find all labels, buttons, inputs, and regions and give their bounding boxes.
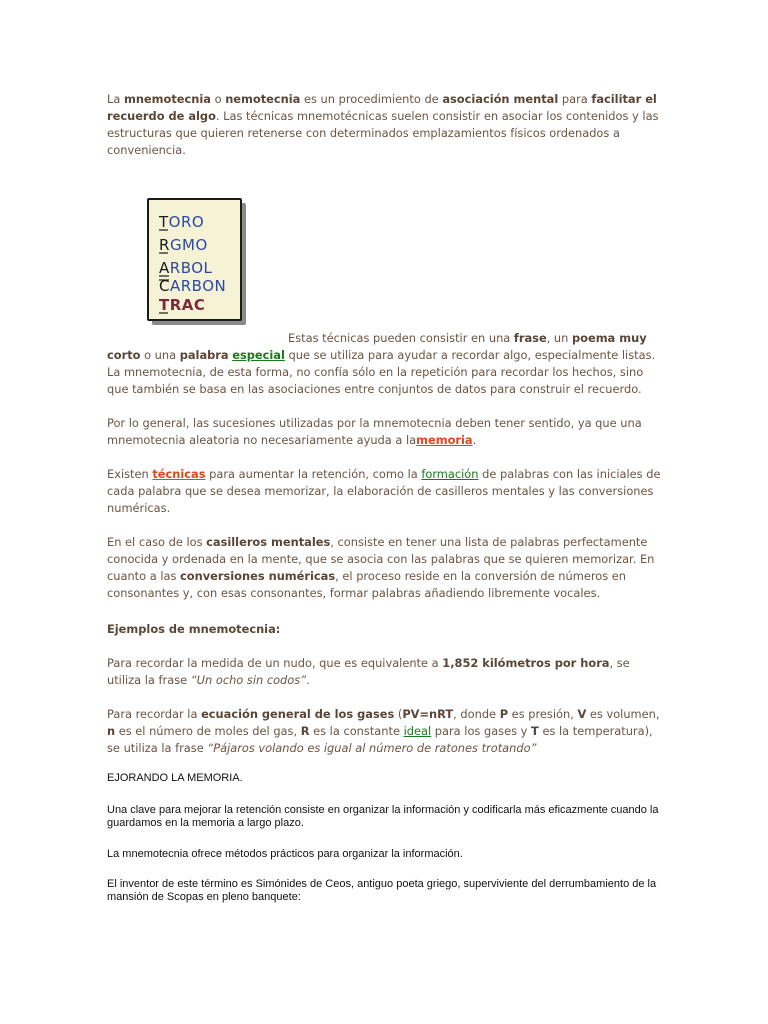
text: , el proceso reside en la conversión de números en consonantes y, con esas consonantes, formar palabras añadiendo libremente vocales.: [107, 569, 627, 600]
card-word-3: ARBOL: [159, 259, 213, 277]
text: es presión,: [508, 707, 578, 721]
plain-paragraph-3: El inventor de este término es Simónides de Ceos, antiguo poeta griego, superviviente del derrumbamiento de la mansión de Scopas en pleno banquete:: [107, 878, 657, 903]
text: de palabras con las iniciales de cada palabra que se desea memorizar, la elaboración de casilleros mentales y las conversiones numéricas.: [107, 467, 661, 515]
text: para los gases y: [431, 724, 532, 738]
term-nemotecnia: nemotecnia: [225, 92, 301, 106]
text: o una: [140, 348, 180, 362]
text: , un: [546, 331, 572, 345]
term-r: R: [300, 724, 310, 738]
link-especial[interactable]: especial: [232, 348, 285, 362]
term-facilitar: facilitar el recuerdo de algo: [107, 92, 657, 123]
term-conversiones: conversiones numéricas: [180, 569, 336, 583]
link-tecnicas[interactable]: técnicas: [152, 467, 206, 481]
example-gases: [107, 706, 663, 757]
text: es la constante: [309, 724, 404, 738]
plain-paragraph-2: La mnemotecnia ofrece métodos prácticos para organizar la información.: [107, 848, 463, 860]
text: para: [558, 92, 592, 106]
text: Por lo general, las sucesiones utilizadas por la mnemotecnia deben tener sentido, ya que una mnemotecnia aleatoria no necesariamente ayuda a la: [107, 416, 642, 447]
text: Para recordar la medida de un nudo, que es equivalente a: [107, 656, 443, 670]
text: . Las técnicas mnemotécnicas suelen consistir en asociar los contenidos y las estructuras que quieren retenerse con determinados emplazamientos físicos ordenados a conveniencia.: [107, 109, 659, 157]
term-kilometros: 1,852 kilómetros por hora: [442, 656, 610, 670]
text: , se utiliza la frase: [107, 656, 630, 687]
term-t: T: [531, 724, 539, 738]
term-v: V: [577, 707, 587, 721]
plain-paragraph-1: Una clave para mejorar la retención consiste en organizar la información y codificarla más eficazmente cuando la guardamos en la memoria a largo plazo.: [107, 804, 659, 829]
casilleros-paragraph: [107, 534, 663, 602]
intro-paragraph: [107, 91, 663, 159]
term-n: n: [107, 724, 116, 738]
quote-phrase: “Un ocho sin codos”: [190, 673, 307, 687]
card-words-graphic: [149, 200, 240, 319]
card-word-4: CARBON: [159, 277, 227, 295]
term-casilleros: casilleros mentales: [206, 535, 331, 549]
link-formacion[interactable]: formación: [421, 467, 479, 481]
term-pvnrt: PV=nRT: [402, 707, 454, 721]
text: En el caso de los: [107, 535, 207, 549]
sequences-paragraph: [107, 415, 663, 449]
text: (: [394, 707, 403, 721]
term-asociacion-mental: asociación mental: [442, 92, 559, 106]
example-nudo: [107, 655, 663, 689]
text: para aumentar la retención, como la: [205, 467, 422, 481]
techniques-paragraph: [107, 330, 663, 398]
text: La: [107, 92, 124, 106]
term-poema: poema muy corto: [107, 331, 647, 362]
term-palabra: palabra: [179, 348, 229, 362]
text: .: [306, 673, 310, 687]
term-frase: frase: [513, 331, 547, 345]
term-ecuacion: ecuación general de los gases: [201, 707, 395, 721]
card-word-5: TRAC: [159, 296, 206, 314]
text: o: [210, 92, 226, 106]
text: que se utiliza para ayudar a recordar algo, especialmente listas. La mnemotecnia, de esta forma, no confía sólo en la repetición para recordar los hechos, sino que también se basa en las asociaciones entre conjuntos de datos para construir el recuerdo.: [107, 348, 656, 396]
text: , donde: [453, 707, 500, 721]
link-ideal[interactable]: ideal: [403, 724, 432, 738]
text: es volumen,: [586, 707, 660, 721]
card: [147, 198, 242, 321]
examples-heading: Ejemplos de mnemotecnia:: [107, 622, 281, 636]
term-p: P: [499, 707, 509, 721]
section-title: EJORANDO LA MEMORIA.: [107, 772, 243, 784]
text: Existen: [107, 467, 153, 481]
text: Estas técnicas pueden consistir en una: [288, 331, 514, 345]
text: es un procedimiento de: [300, 92, 443, 106]
card-word-1: TORO: [159, 213, 205, 231]
text: , consiste en tener una lista de palabras perfectamente conocida y ordenada en la mente, que se asocia con las palabras que se quieren memorizar. En cuanto a las: [107, 535, 655, 583]
retention-paragraph: [107, 466, 663, 517]
quote-phrase: “Pájaros volando es igual al número de ratones trotando”: [207, 741, 537, 755]
text: .: [472, 433, 477, 447]
link-memoria[interactable]: memoria: [416, 433, 473, 447]
mnemonic-card-image: [147, 198, 245, 324]
text: es la temperatura), se utiliza la frase: [107, 724, 653, 755]
term-mnemotecnia: mnemotecnia: [123, 92, 211, 106]
card-word-2: RGMO: [159, 236, 208, 254]
text: es el número de moles del gas,: [115, 724, 301, 738]
text: Para recordar la: [107, 707, 202, 721]
